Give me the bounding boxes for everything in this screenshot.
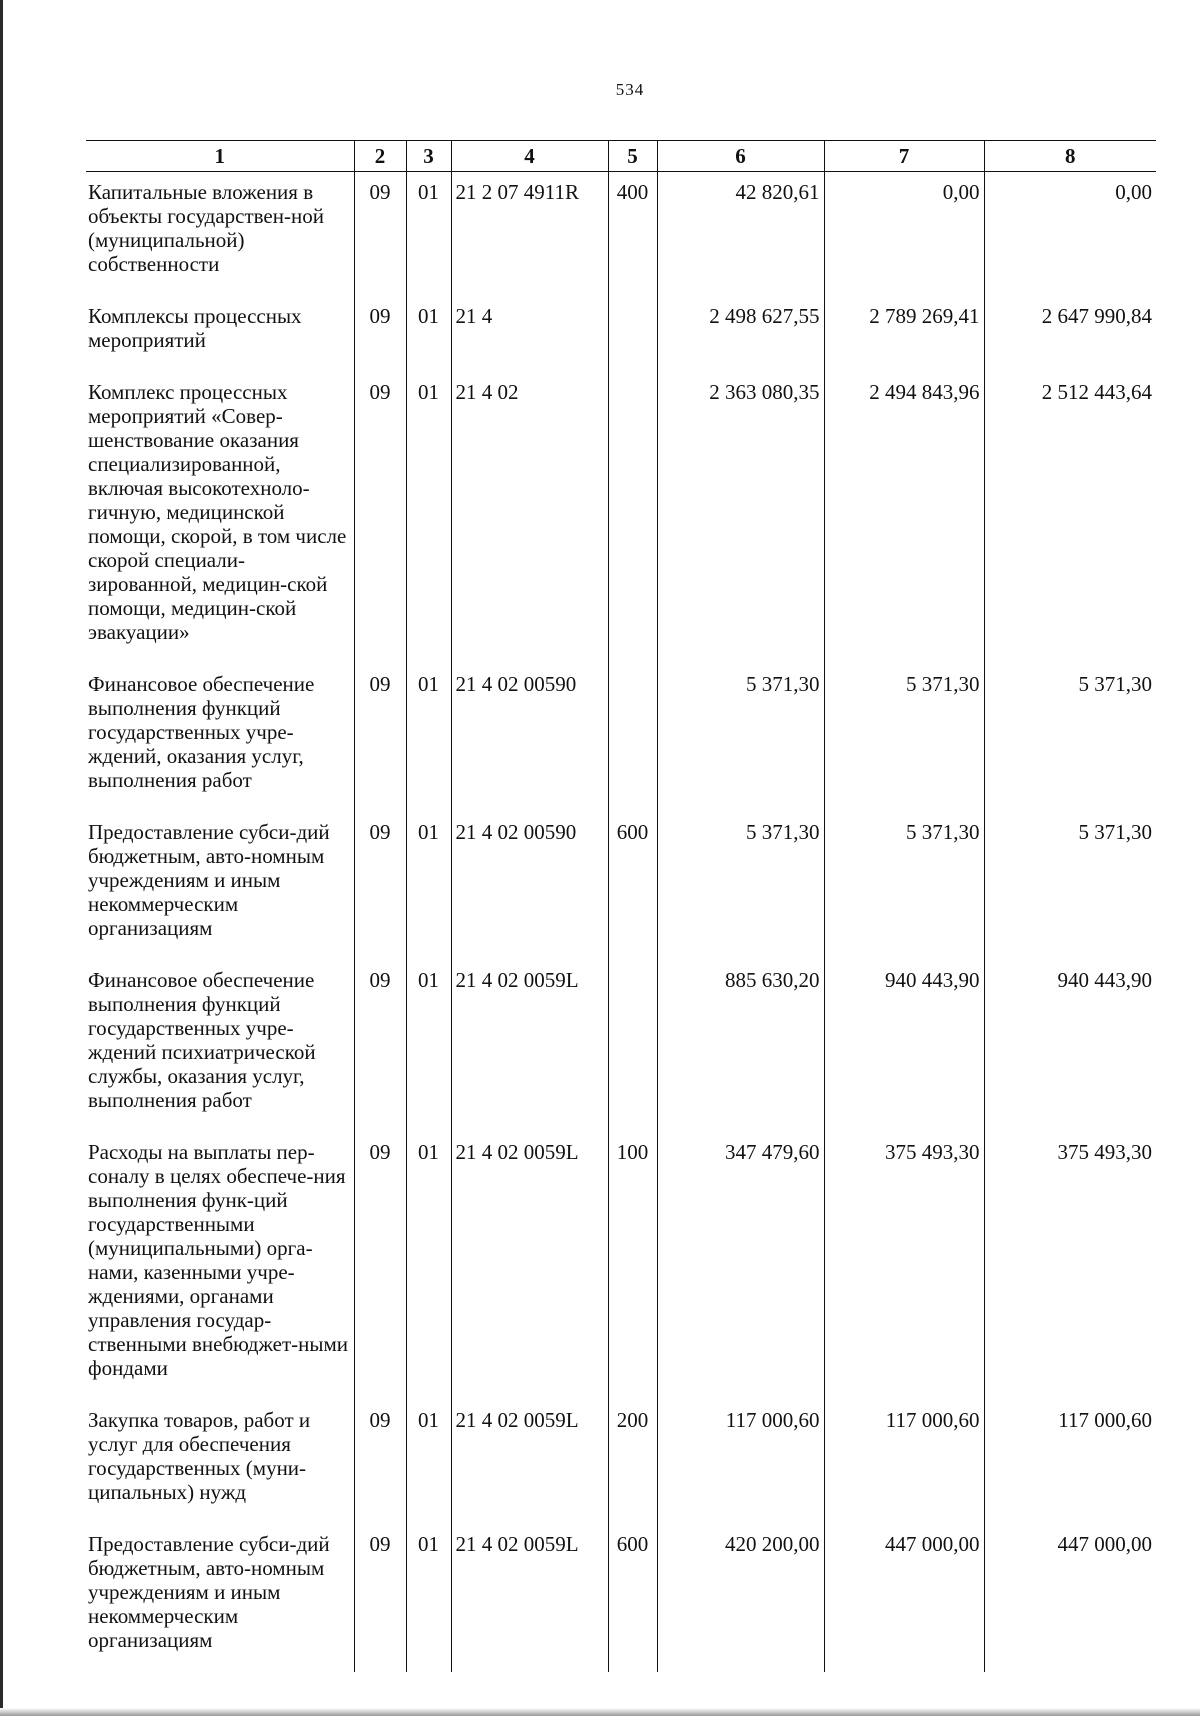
row-expense-type [608,296,657,372]
row-amount-col7: 0,00 [824,172,984,297]
row-section: 09 [354,296,406,372]
scan-edge-bottom [0,1708,1200,1716]
table-row [86,172,1156,297]
row-amount-col7: 2 789 269,41 [824,296,984,372]
table-row [86,960,1156,1132]
row-section: 09 [354,1400,406,1524]
row-amount-col6: 885 630,20 [657,960,824,1132]
row-target-article: 21 4 02 0059L [451,960,608,1132]
row-target-article: 21 2 07 4911R [451,172,608,297]
row-name: Финансовое обеспечение выполнения функций государственных учре-ждений, оказания услуг, выполнения работ [86,664,354,812]
row-name: Капитальные вложения в объекты государствен-ной (муниципальной) собственности [86,172,354,297]
row-expense-type: 400 [608,172,657,297]
column-header-8: 8 [984,141,1156,172]
budget-table-container [86,140,1156,1672]
row-amount-col6: 420 200,00 [657,1524,824,1672]
row-amount-col8: 5 371,30 [984,812,1156,960]
row-section: 09 [354,960,406,1132]
row-amount-col8: 117 000,60 [984,1400,1156,1524]
row-name: Предоставление субси-дий бюджетным, авто-номным учреждениям и иным некоммерческим организациям [86,812,354,960]
row-subsection: 01 [406,296,451,372]
row-amount-col7: 117 000,60 [824,1400,984,1524]
row-target-article: 21 4 02 0059L [451,1132,608,1400]
row-amount-col7: 5 371,30 [824,664,984,812]
header-row [86,141,1156,172]
row-amount-col6: 42 820,61 [657,172,824,297]
row-amount-col8: 0,00 [984,172,1156,297]
table-body [86,172,1156,1673]
row-target-article: 21 4 02 00590 [451,812,608,960]
row-amount-col8: 2 512 443,64 [984,372,1156,664]
row-expense-type [608,960,657,1132]
row-amount-col7: 940 443,90 [824,960,984,1132]
row-amount-col8: 375 493,30 [984,1132,1156,1400]
row-amount-col8: 940 443,90 [984,960,1156,1132]
row-target-article: 21 4 02 00590 [451,664,608,812]
row-amount-col6: 5 371,30 [657,664,824,812]
row-subsection: 01 [406,960,451,1132]
row-section: 09 [354,664,406,812]
row-amount-col7: 5 371,30 [824,812,984,960]
row-expense-type: 600 [608,812,657,960]
row-name: Комплексы процессных мероприятий [86,296,354,372]
row-expense-type [608,664,657,812]
row-amount-col8: 2 647 990,84 [984,296,1156,372]
column-header-6: 6 [657,141,824,172]
page-number: 534 [615,80,645,99]
row-name: Предоставление субси-дий бюджетным, авто-номным учреждениям и иным некоммерческим организациям [86,1524,354,1672]
row-name: Комплекс процессных мероприятий «Совер-шенствование оказания специализированной, включая высокотехноло-гичную, медицинской помощи, скорой, в том числе скорой специали-зированной, медицин-ской помощи, медицин-ской эвакуации» [86,372,354,664]
column-header-5: 5 [608,141,657,172]
row-subsection: 01 [406,172,451,297]
row-amount-col6: 5 371,30 [657,812,824,960]
table-row [86,296,1156,372]
row-subsection: 01 [406,664,451,812]
column-header-4: 4 [451,141,608,172]
row-expense-type: 100 [608,1132,657,1400]
table-row [86,1132,1156,1400]
row-amount-col6: 117 000,60 [657,1400,824,1524]
column-header-7: 7 [824,141,984,172]
row-section: 09 [354,812,406,960]
table-row [86,1400,1156,1524]
column-header-3: 3 [406,141,451,172]
row-section: 09 [354,372,406,664]
row-subsection: 01 [406,1132,451,1400]
row-amount-col8: 5 371,30 [984,664,1156,812]
row-expense-type [608,372,657,664]
row-amount-col8: 447 000,00 [984,1524,1156,1672]
table-row [86,372,1156,664]
row-subsection: 01 [406,1524,451,1672]
row-target-article: 21 4 02 0059L [451,1524,608,1672]
row-amount-col6: 2 498 627,55 [657,296,824,372]
column-header-2: 2 [354,141,406,172]
row-subsection: 01 [406,812,451,960]
row-subsection: 01 [406,372,451,664]
row-name: Финансовое обеспечение выполнения функций государственных учре-ждений психиатрической службы, оказания услуг, выполнения работ [86,960,354,1132]
row-amount-col7: 447 000,00 [824,1524,984,1672]
row-target-article: 21 4 [451,296,608,372]
table-row [86,1524,1156,1672]
row-section: 09 [354,1524,406,1672]
row-amount-col7: 2 494 843,96 [824,372,984,664]
column-header-1: 1 [86,141,354,172]
table-row [86,664,1156,812]
row-amount-col6: 2 363 080,35 [657,372,824,664]
row-section: 09 [354,1132,406,1400]
row-section: 09 [354,172,406,297]
row-amount-col7: 375 493,30 [824,1132,984,1400]
table-row [86,812,1156,960]
row-name: Расходы на выплаты пер-соналу в целях обеспече-ния выполнения функ-ций государственными (муниципальными) орга-нами, казенными учре-ждениями, органами управления государ-ственными внебюджет-ными фондами [86,1132,354,1400]
row-target-article: 21 4 02 0059L [451,1400,608,1524]
row-target-article: 21 4 02 [451,372,608,664]
table-header [86,141,1156,172]
row-subsection: 01 [406,1400,451,1524]
row-expense-type: 200 [608,1400,657,1524]
row-expense-type: 600 [608,1524,657,1672]
row-amount-col6: 347 479,60 [657,1132,824,1400]
scan-edge [0,0,3,1716]
row-name: Закупка товаров, работ и услуг для обеспечения государственных (муни-ципальных) нужд [86,1400,354,1524]
budget-table [86,140,1156,1672]
